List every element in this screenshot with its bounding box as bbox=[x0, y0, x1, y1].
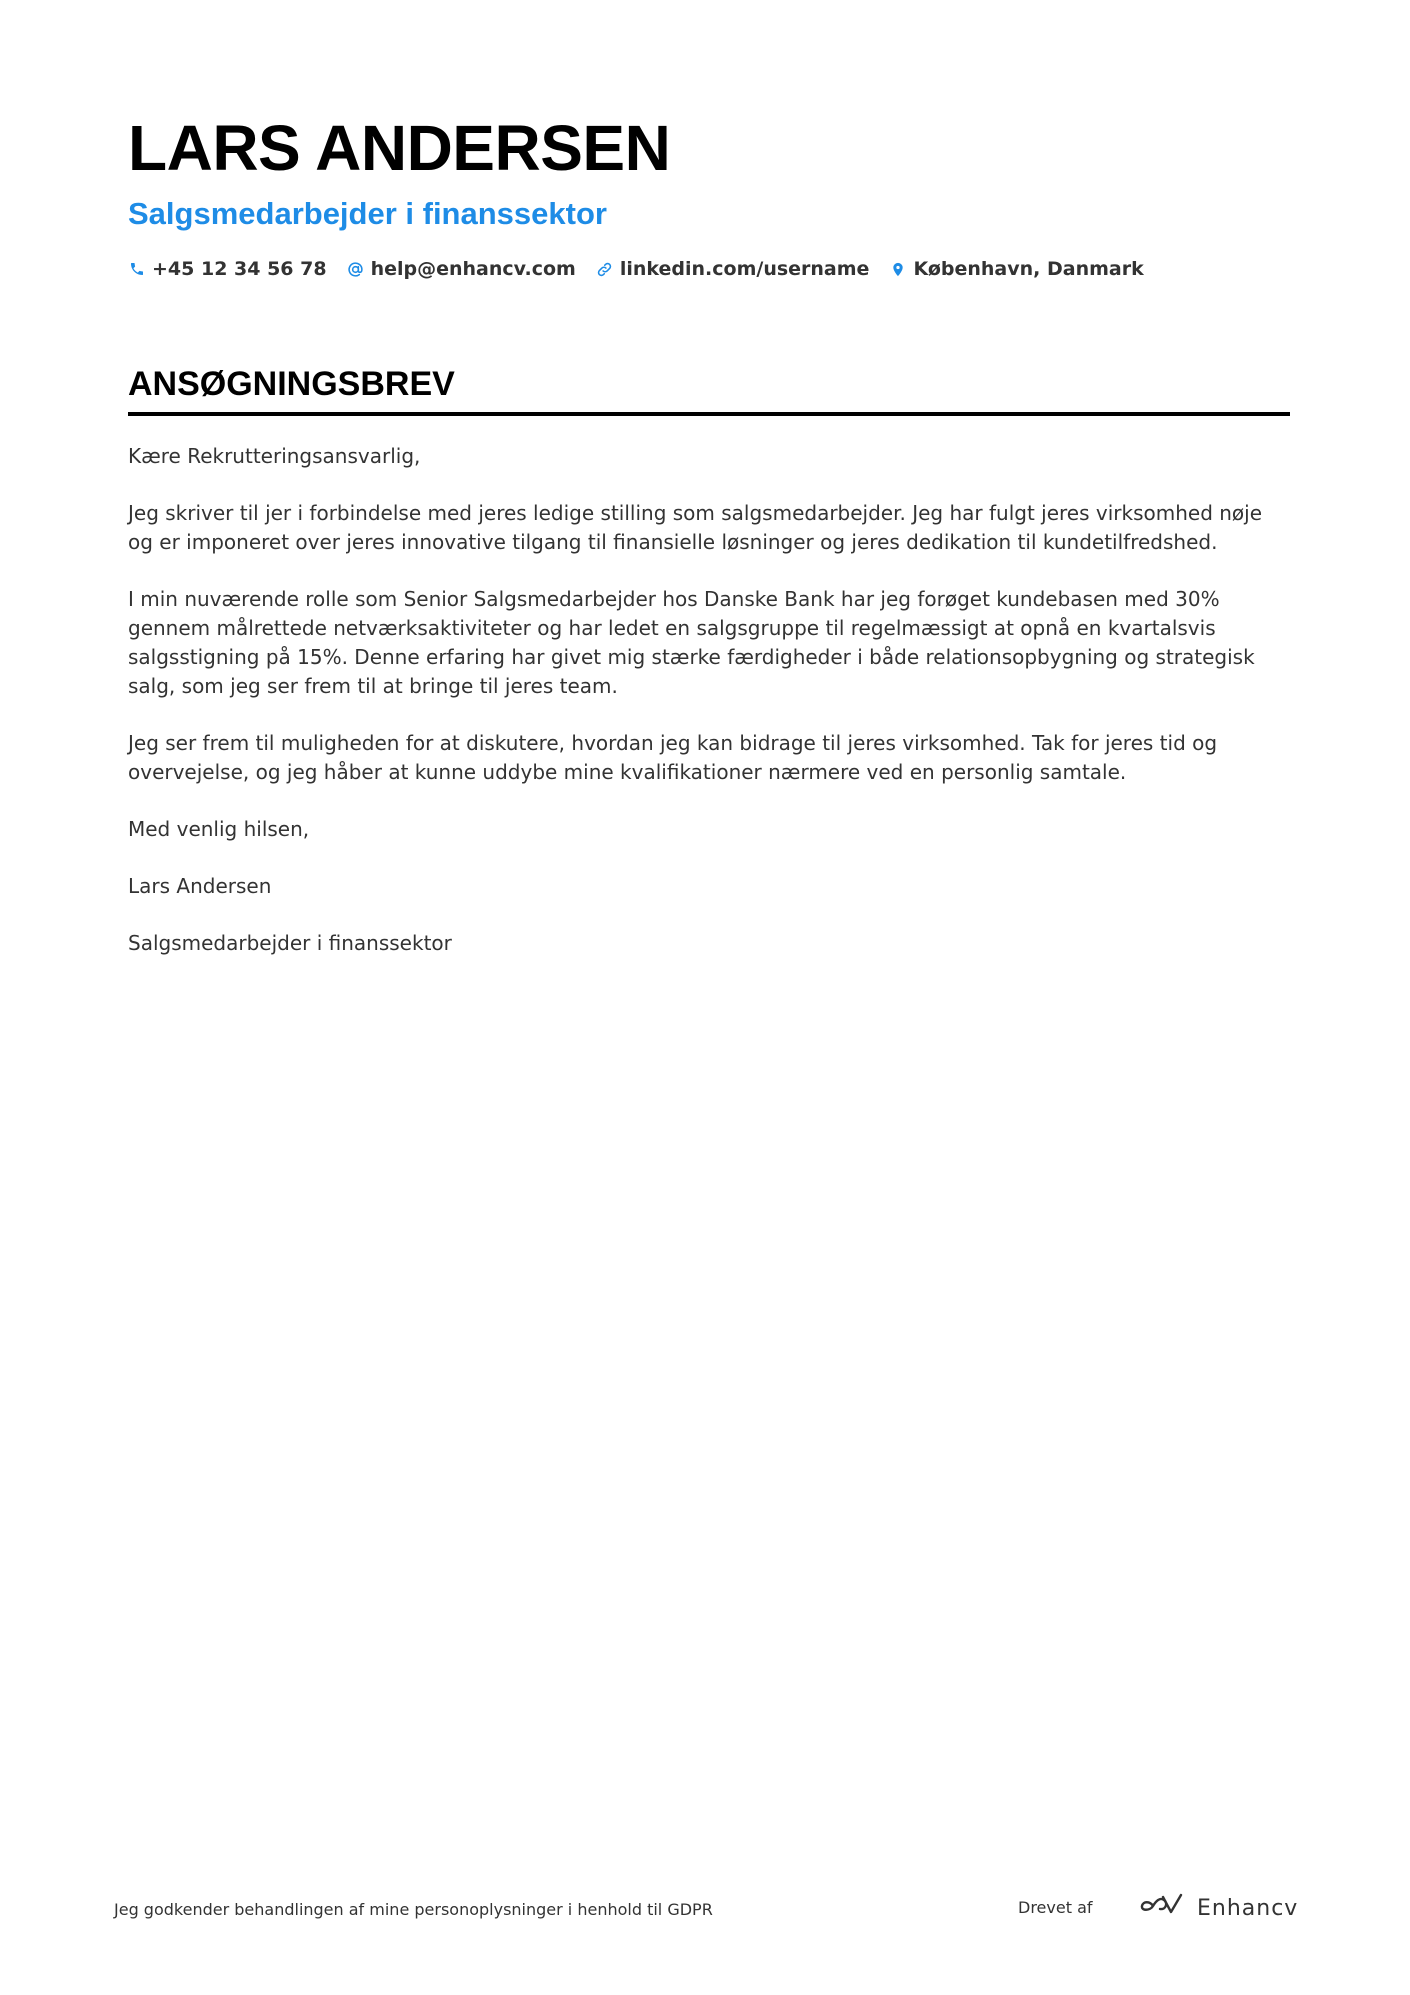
location: København, Danmark bbox=[913, 258, 1144, 280]
letter-paragraph: I min nuværende rolle som Senior Salgsmedarbejder hos Danske Bank har jeg forøget kundebasen med 30% gennem målrettede netværksaktiviteter og har ledet en salgsgruppe til regelmæssigt at opnå en kvartalsvis salgsstigning på 15%. Denne erfaring har givet mig stærke færdigheder i både relationsopbygning og strategisk salg, som jeg ser frem til at bringe til jeres team. bbox=[128, 587, 1255, 698]
contact-linkedin[interactable] bbox=[596, 258, 870, 280]
signature-title: Salgsmedarbejder i finanssektor bbox=[128, 931, 452, 955]
section-title: ANSØGNINGSBREV bbox=[128, 365, 455, 403]
section-divider bbox=[128, 412, 1290, 416]
header bbox=[128, 108, 1288, 284]
letter-salutation: Kære Rekrutteringsansvarlig, bbox=[128, 444, 421, 468]
link-icon bbox=[596, 260, 614, 278]
signature-name: Lars Andersen bbox=[128, 874, 272, 898]
letter-paragraph: Jeg skriver til jer i forbindelse med jeres ledige stilling som salgsmedarbejder. Jeg har fulgt jeres virksomhed nøje og er imponeret over jeres innovative tilgang til finansielle løsninger og jeres dedikation til kundetilfredshed. bbox=[128, 501, 1263, 554]
at-icon bbox=[347, 260, 365, 278]
letter-paragraph: Jeg ser frem til muligheden for at diskutere, hvordan jeg kan bidrage til jeres virksomhed. Tak for jeres tid og overvejelse, og jeg håber at kunne uddybe mine kvalifikationer nærmere ved en personlig samtale. bbox=[128, 731, 1218, 784]
contact-bar bbox=[128, 254, 1288, 284]
contact-phone bbox=[128, 258, 327, 280]
powered-by-label: Drevet af bbox=[1018, 1898, 1093, 1917]
applicant-name: LARS ANDERSEN bbox=[128, 112, 671, 184]
email-address[interactable]: help@enhancv.com bbox=[370, 258, 576, 280]
applicant-title: Salgsmedarbejder i finanssektor bbox=[128, 196, 607, 231]
enhancv-brand-link[interactable] bbox=[1139, 1890, 1298, 1926]
letter-closing: Med venlig hilsen, bbox=[128, 817, 310, 841]
location-pin-icon bbox=[889, 260, 907, 278]
phone-number: +45 12 34 56 78 bbox=[152, 258, 327, 280]
linkedin-url[interactable]: linkedin.com/username bbox=[619, 258, 870, 280]
enhancv-logo-icon bbox=[1139, 1893, 1185, 1923]
gdpr-consent-text: Jeg godkender behandlingen af mine personoplysninger i henhold til GDPR bbox=[114, 1900, 713, 1919]
footer bbox=[114, 1890, 1299, 1930]
phone-icon bbox=[128, 260, 146, 278]
cover-letter-section bbox=[128, 362, 1290, 986]
brand-name: Enhancv bbox=[1197, 1895, 1299, 1921]
letter-body bbox=[128, 442, 1290, 958]
contact-location bbox=[889, 258, 1143, 280]
contact-email[interactable] bbox=[347, 258, 576, 280]
